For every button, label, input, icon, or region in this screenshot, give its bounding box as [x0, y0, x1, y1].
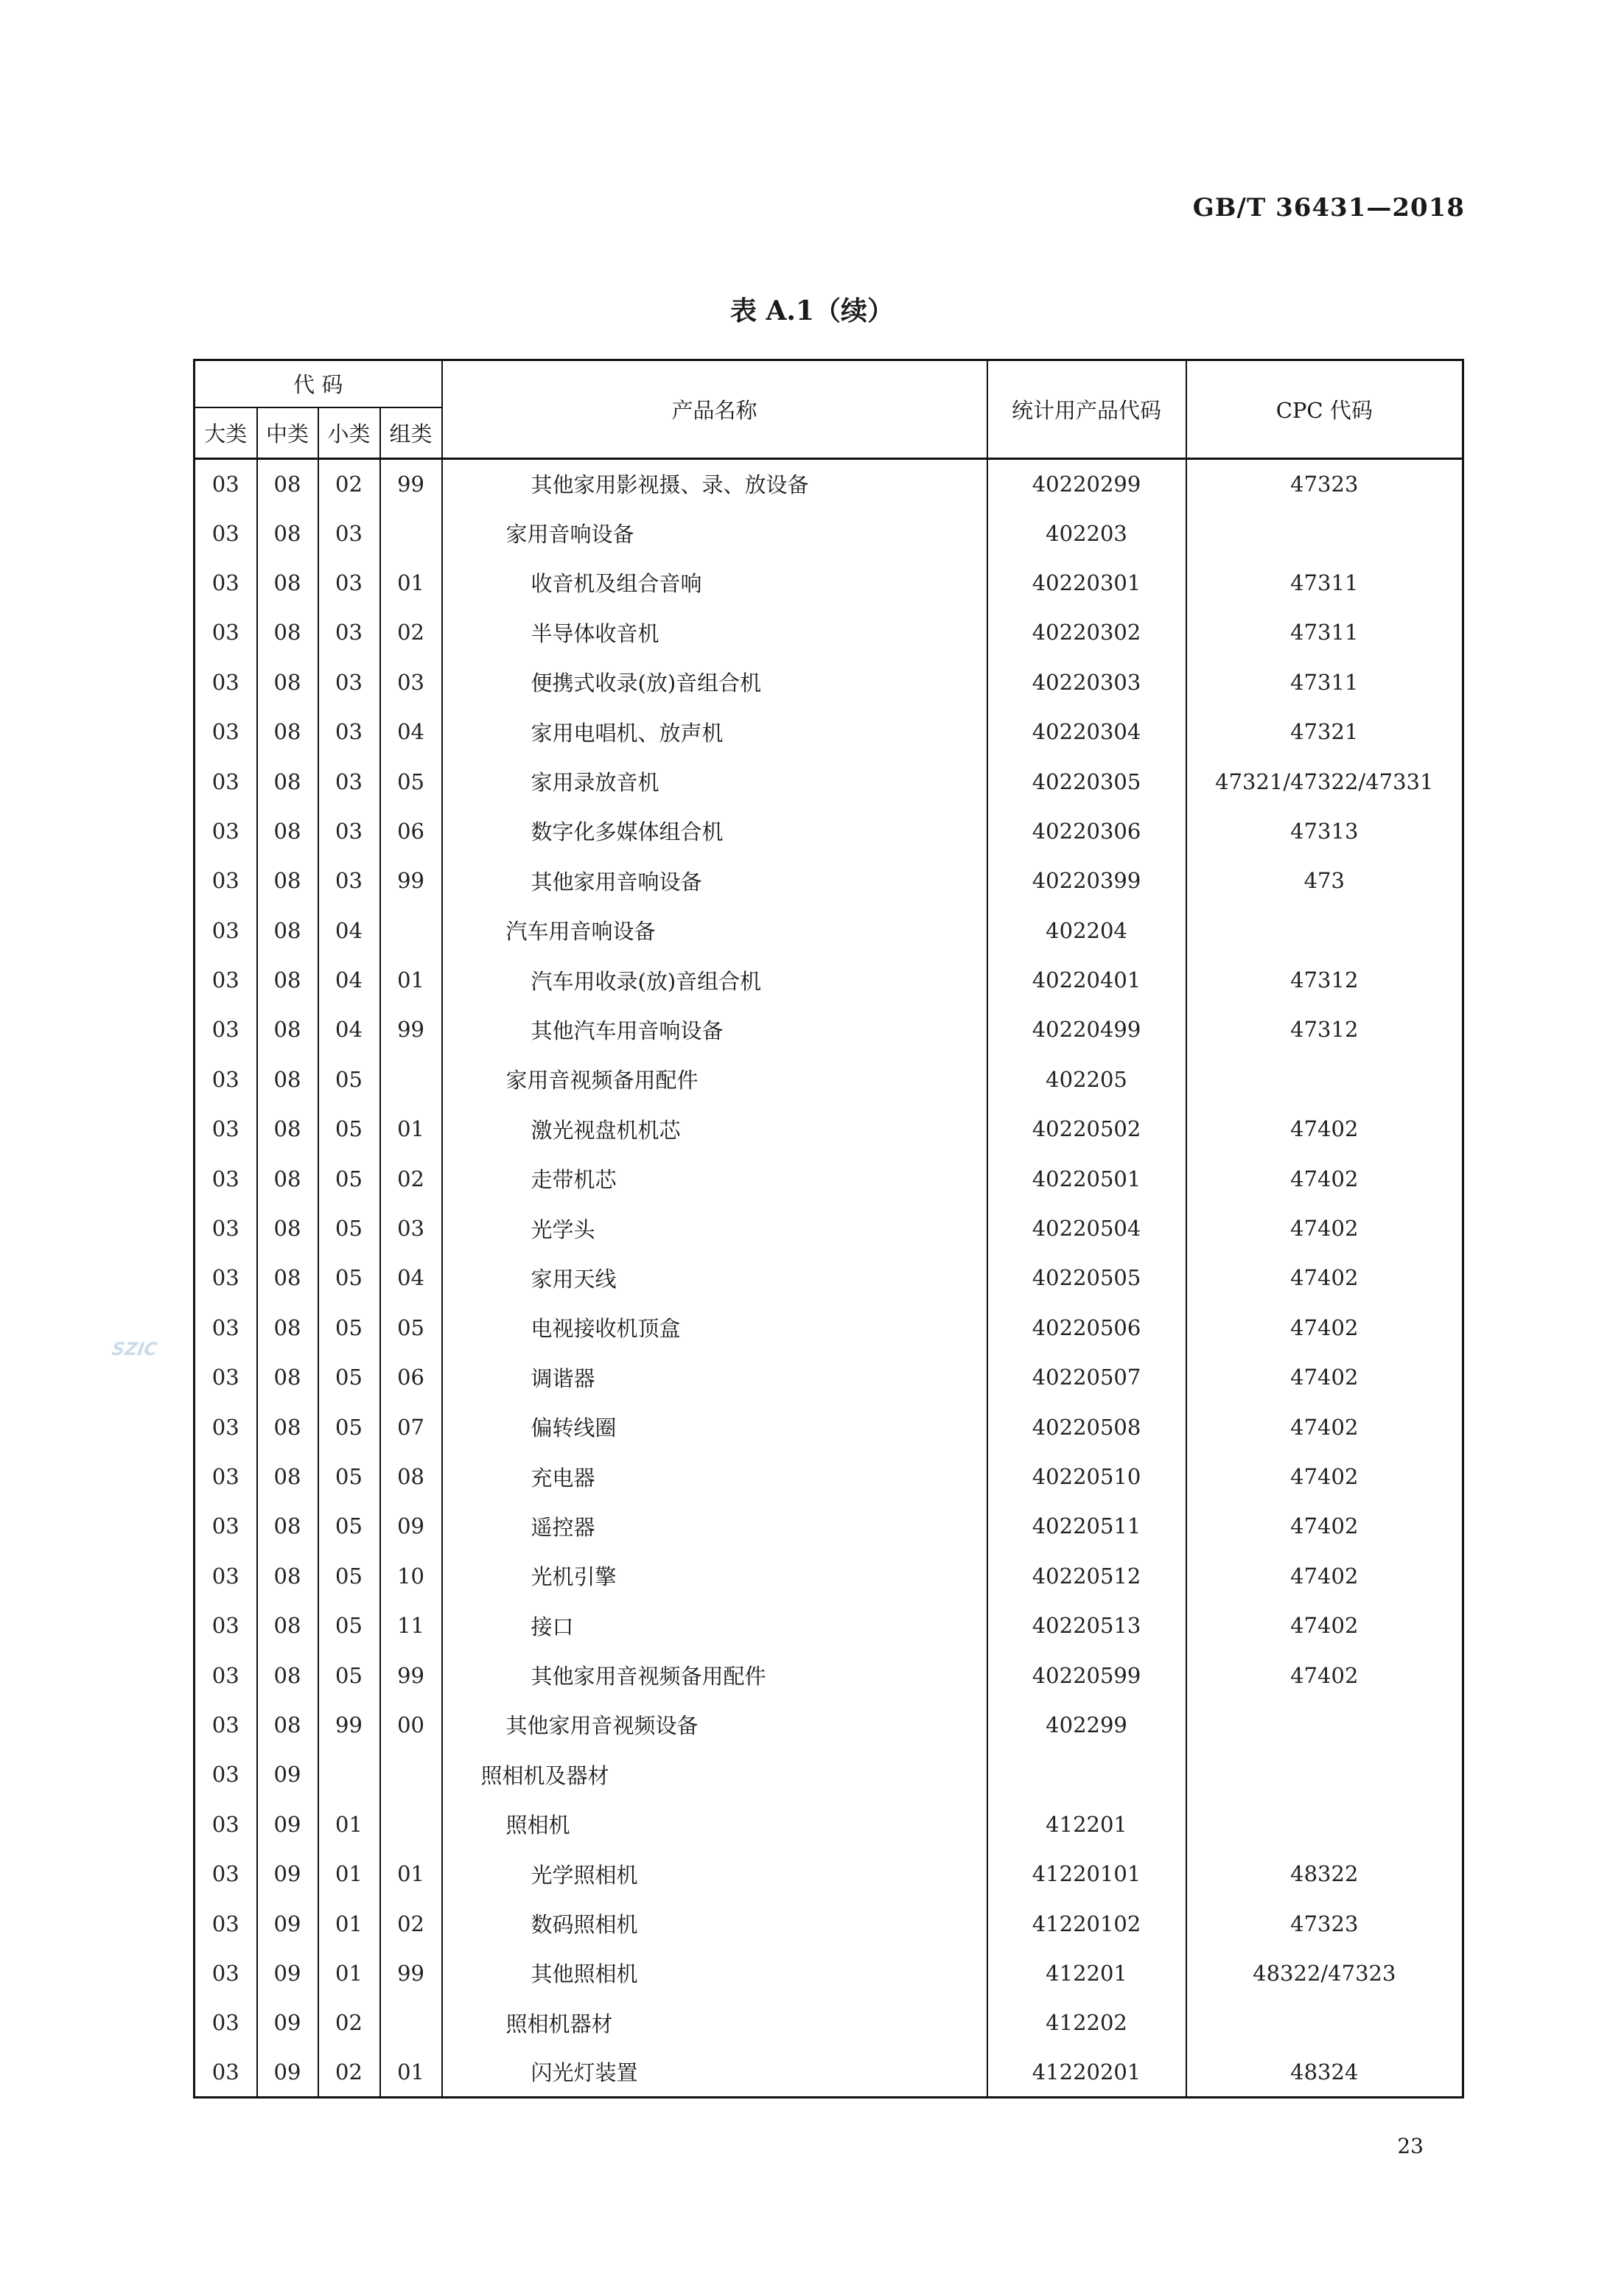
cell-major: 03 — [195, 1005, 257, 1054]
cell-product-name: 其他家用音视频设备 — [442, 1700, 987, 1749]
cell-major: 03 — [195, 1899, 257, 1948]
cell-stat-code: 40220502 — [987, 1105, 1186, 1154]
cell-stat-code: 412202 — [987, 1998, 1186, 2048]
cell-cpc-code: 47402 — [1186, 1402, 1463, 1452]
cell-major: 03 — [195, 1054, 257, 1104]
cell-stat-code: 40220513 — [987, 1600, 1186, 1650]
cell-group: 08 — [380, 1452, 442, 1501]
table-row — [195, 1005, 1463, 1054]
cell-minor: 05 — [318, 1203, 380, 1253]
cell-product-name: 其他家用音视频备用配件 — [442, 1650, 987, 1700]
cell-group: 99 — [380, 856, 442, 906]
cell-minor: 04 — [318, 955, 380, 1004]
cell-stat-code: 40220505 — [987, 1253, 1186, 1303]
cell-stat-code: 40220504 — [987, 1203, 1186, 1253]
table-title: 表 A.1（续） — [729, 295, 895, 326]
cell-group: 02 — [380, 1154, 442, 1203]
cell-medium: 08 — [257, 1105, 318, 1154]
cell-cpc-code: 47323 — [1186, 459, 1463, 508]
cell-major: 03 — [195, 1650, 257, 1700]
cell-major: 03 — [195, 508, 257, 558]
cell-minor: 03 — [318, 508, 380, 558]
cell-major: 03 — [195, 1600, 257, 1650]
table-row — [195, 1203, 1463, 1253]
cell-cpc-code: 47402 — [1186, 1502, 1463, 1551]
cell-minor: 99 — [318, 1700, 380, 1749]
cell-group: 04 — [380, 707, 442, 756]
cell-medium: 09 — [257, 1998, 318, 2048]
cell-stat-code: 40220512 — [987, 1551, 1186, 1600]
cell-major: 03 — [195, 1551, 257, 1600]
cell-medium: 08 — [257, 1154, 318, 1203]
cell-cpc-code: 48324 — [1186, 2048, 1463, 2097]
header-minor: 小类 — [318, 407, 380, 459]
cell-group: 06 — [380, 806, 442, 855]
cell-cpc-code — [1186, 906, 1463, 955]
table-row — [195, 608, 1463, 657]
cell-stat-code — [987, 1750, 1186, 1799]
cell-cpc-code — [1186, 1054, 1463, 1104]
cell-medium: 08 — [257, 806, 318, 855]
header-major: 大类 — [195, 407, 257, 459]
cell-cpc-code: 47312 — [1186, 955, 1463, 1004]
table-row — [195, 1998, 1463, 2048]
cell-cpc-code: 47402 — [1186, 1154, 1463, 1203]
cell-group: 99 — [380, 1948, 442, 1998]
cell-medium: 08 — [257, 657, 318, 707]
cell-major: 03 — [195, 806, 257, 855]
cell-medium: 08 — [257, 1402, 318, 1452]
cell-medium: 08 — [257, 558, 318, 607]
cell-major: 03 — [195, 1700, 257, 1749]
cell-medium: 08 — [257, 508, 318, 558]
cell-major: 03 — [195, 558, 257, 607]
cell-cpc-code: 47402 — [1186, 1650, 1463, 1700]
cell-stat-code: 40220301 — [987, 558, 1186, 607]
cell-stat-code: 40220304 — [987, 707, 1186, 756]
table-row — [195, 1600, 1463, 1650]
table-row — [195, 1253, 1463, 1303]
cell-major: 03 — [195, 1799, 257, 1849]
cell-major: 03 — [195, 1502, 257, 1551]
cell-product-name: 照相机及器材 — [442, 1750, 987, 1799]
cell-stat-code: 402299 — [987, 1700, 1186, 1749]
cell-group — [380, 1054, 442, 1104]
cell-minor: 01 — [318, 1899, 380, 1948]
cell-minor: 05 — [318, 1054, 380, 1104]
cell-medium: 08 — [257, 707, 318, 756]
cell-stat-code: 40220303 — [987, 657, 1186, 707]
cell-group — [380, 1750, 442, 1799]
cell-group: 09 — [380, 1502, 442, 1551]
cell-stat-code: 40220499 — [987, 1005, 1186, 1054]
cell-medium: 08 — [257, 1600, 318, 1650]
table-row — [195, 2048, 1463, 2097]
cell-product-name: 闪光灯装置 — [442, 2048, 987, 2097]
cell-cpc-code: 48322/47323 — [1186, 1948, 1463, 1998]
table-row — [195, 1948, 1463, 1998]
cell-cpc-code — [1186, 1998, 1463, 2048]
cell-cpc-code: 47311 — [1186, 608, 1463, 657]
cell-group: 03 — [380, 657, 442, 707]
cell-medium: 08 — [257, 1700, 318, 1749]
table-row — [195, 1452, 1463, 1501]
cell-stat-code: 402203 — [987, 508, 1186, 558]
cell-stat-code: 41220201 — [987, 2048, 1186, 2097]
cell-minor: 05 — [318, 1253, 380, 1303]
table-row — [195, 1750, 1463, 1799]
cell-minor: 02 — [318, 459, 380, 508]
header-stat-code: 统计用产品代码 — [987, 360, 1186, 459]
table-row — [195, 1303, 1463, 1352]
cell-cpc-code: 47321/47322/47331 — [1186, 757, 1463, 806]
cell-medium: 09 — [257, 1849, 318, 1898]
cell-cpc-code: 47402 — [1186, 1600, 1463, 1650]
cell-group: 05 — [380, 1303, 442, 1352]
cell-cpc-code: 47402 — [1186, 1551, 1463, 1600]
cell-medium: 08 — [257, 608, 318, 657]
cell-minor: 05 — [318, 1154, 380, 1203]
cell-group: 99 — [380, 459, 442, 508]
cell-medium: 08 — [257, 906, 318, 955]
cell-product-name: 接口 — [442, 1600, 987, 1650]
cell-product-name: 便携式收录(放)音组合机 — [442, 657, 987, 707]
cell-major: 03 — [195, 856, 257, 906]
cell-minor: 01 — [318, 1849, 380, 1898]
standard-number: GB/T 36431—2018 — [1192, 193, 1465, 223]
cell-medium: 08 — [257, 1502, 318, 1551]
table-row — [195, 806, 1463, 855]
cell-minor: 02 — [318, 2048, 380, 2097]
cell-group: 02 — [380, 1899, 442, 1948]
cell-product-name: 照相机器材 — [442, 1998, 987, 2048]
cell-minor: 01 — [318, 1799, 380, 1849]
cell-minor: 03 — [318, 856, 380, 906]
cell-minor: 05 — [318, 1303, 380, 1352]
cell-major: 03 — [195, 1203, 257, 1253]
cell-product-name: 其他家用影视摄、录、放设备 — [442, 459, 987, 508]
table-row — [195, 1700, 1463, 1749]
cell-medium: 09 — [257, 1948, 318, 1998]
cell-stat-code: 402204 — [987, 906, 1186, 955]
table-row — [195, 1799, 1463, 1849]
cell-minor: 03 — [318, 558, 380, 607]
cell-medium: 08 — [257, 1452, 318, 1501]
cell-group: 11 — [380, 1600, 442, 1650]
cell-product-name: 充电器 — [442, 1452, 987, 1501]
cell-product-name: 家用音视频备用配件 — [442, 1054, 987, 1104]
cell-stat-code: 40220399 — [987, 856, 1186, 906]
cell-major: 03 — [195, 459, 257, 508]
cell-minor: 05 — [318, 1650, 380, 1700]
cell-minor: 05 — [318, 1502, 380, 1551]
cell-minor: 01 — [318, 1948, 380, 1998]
cell-group: 05 — [380, 757, 442, 806]
cell-product-name: 收音机及组合音响 — [442, 558, 987, 607]
cell-group — [380, 508, 442, 558]
cell-product-name: 偏转线圈 — [442, 1402, 987, 1452]
cell-stat-code: 40220306 — [987, 806, 1186, 855]
table-row — [195, 1899, 1463, 1948]
cell-medium: 08 — [257, 856, 318, 906]
cell-medium: 08 — [257, 459, 318, 508]
cell-group: 10 — [380, 1551, 442, 1600]
cell-minor: 05 — [318, 1600, 380, 1650]
cell-major: 03 — [195, 1154, 257, 1203]
cell-group: 04 — [380, 1253, 442, 1303]
cell-major: 03 — [195, 707, 257, 756]
cell-stat-code: 40220299 — [987, 459, 1186, 508]
cell-product-name: 其他汽车用音响设备 — [442, 1005, 987, 1054]
cell-cpc-code — [1186, 1799, 1463, 1849]
cell-stat-code: 40220305 — [987, 757, 1186, 806]
cell-minor: 04 — [318, 906, 380, 955]
cell-minor: 03 — [318, 806, 380, 855]
cell-product-name: 半导体收音机 — [442, 608, 987, 657]
cell-cpc-code: 47402 — [1186, 1105, 1463, 1154]
cell-group: 99 — [380, 1005, 442, 1054]
cell-minor: 05 — [318, 1105, 380, 1154]
table-row — [195, 459, 1463, 508]
cell-cpc-code: 47311 — [1186, 657, 1463, 707]
table-row — [195, 1154, 1463, 1203]
cell-stat-code: 40220508 — [987, 1402, 1186, 1452]
cell-group: 07 — [380, 1402, 442, 1452]
cell-stat-code: 41220102 — [987, 1899, 1186, 1948]
header-product-name: 产品名称 — [442, 360, 987, 459]
cell-cpc-code: 47402 — [1186, 1452, 1463, 1501]
cell-group: 03 — [380, 1203, 442, 1253]
cell-stat-code: 40220501 — [987, 1154, 1186, 1203]
table-row — [195, 558, 1463, 607]
cell-medium: 09 — [257, 2048, 318, 2097]
cell-major: 03 — [195, 1105, 257, 1154]
cell-major: 03 — [195, 1948, 257, 1998]
table-row — [195, 1849, 1463, 1898]
cell-medium: 08 — [257, 1551, 318, 1600]
cell-product-name: 电视接收机顶盒 — [442, 1303, 987, 1352]
cell-medium: 09 — [257, 1799, 318, 1849]
cell-group: 00 — [380, 1700, 442, 1749]
cell-group — [380, 1998, 442, 2048]
cell-major: 03 — [195, 1402, 257, 1452]
cell-cpc-code: 47402 — [1186, 1203, 1463, 1253]
cell-cpc-code — [1186, 1750, 1463, 1799]
cell-cpc-code: 48322 — [1186, 1849, 1463, 1898]
cell-cpc-code: 47323 — [1186, 1899, 1463, 1948]
table-body — [195, 459, 1463, 2098]
cell-minor: 03 — [318, 608, 380, 657]
cell-product-name: 遥控器 — [442, 1502, 987, 1551]
cell-medium: 08 — [257, 955, 318, 1004]
cell-stat-code: 40220302 — [987, 608, 1186, 657]
cell-medium: 08 — [257, 1303, 318, 1352]
cell-cpc-code: 47321 — [1186, 707, 1463, 756]
cell-product-name: 其他家用音响设备 — [442, 856, 987, 906]
cell-product-name: 数字化多媒体组合机 — [442, 806, 987, 855]
watermark-logo: SZIC — [111, 1339, 159, 1359]
table-row — [195, 1054, 1463, 1104]
cell-product-name: 照相机 — [442, 1799, 987, 1849]
table-row — [195, 1502, 1463, 1551]
table-row — [195, 1551, 1463, 1600]
cell-group — [380, 1799, 442, 1849]
cell-group: 01 — [380, 1105, 442, 1154]
cell-minor: 05 — [318, 1353, 380, 1402]
header-code-group: 代 码 — [195, 360, 442, 407]
cell-minor: 04 — [318, 1005, 380, 1054]
cell-product-name: 光机引擎 — [442, 1551, 987, 1600]
cell-stat-code: 40220506 — [987, 1303, 1186, 1352]
table-row — [195, 906, 1463, 955]
cell-cpc-code: 473 — [1186, 856, 1463, 906]
cell-cpc-code — [1186, 1700, 1463, 1749]
cell-minor: 05 — [318, 1551, 380, 1600]
cell-stat-code: 40220401 — [987, 955, 1186, 1004]
cell-group: 02 — [380, 608, 442, 657]
table-row — [195, 657, 1463, 707]
cell-medium: 08 — [257, 1005, 318, 1054]
table-row — [195, 955, 1463, 1004]
cell-group: 01 — [380, 558, 442, 607]
cell-medium: 08 — [257, 1253, 318, 1303]
cell-minor: 05 — [318, 1402, 380, 1452]
cell-minor: 03 — [318, 707, 380, 756]
cell-group: 99 — [380, 1650, 442, 1700]
cell-cpc-code: 47311 — [1186, 558, 1463, 607]
cell-product-name: 数码照相机 — [442, 1899, 987, 1948]
table-row — [195, 707, 1463, 756]
cell-medium: 08 — [257, 1353, 318, 1402]
cell-major: 03 — [195, 1253, 257, 1303]
cell-cpc-code: 47313 — [1186, 806, 1463, 855]
cell-major: 03 — [195, 2048, 257, 2097]
cell-medium: 08 — [257, 1650, 318, 1700]
table-row — [195, 856, 1463, 906]
cell-product-name: 光学头 — [442, 1203, 987, 1253]
cell-product-name: 其他照相机 — [442, 1948, 987, 1998]
cell-stat-code: 412201 — [987, 1948, 1186, 1998]
cell-medium: 08 — [257, 1054, 318, 1104]
cell-cpc-code — [1186, 508, 1463, 558]
cell-minor: 05 — [318, 1452, 380, 1501]
cell-major: 03 — [195, 1353, 257, 1402]
cell-major: 03 — [195, 1452, 257, 1501]
header-group: 组类 — [380, 407, 442, 459]
cell-medium: 09 — [257, 1750, 318, 1799]
page-number: 23 — [1397, 2134, 1424, 2158]
table-row — [195, 1650, 1463, 1700]
header-cpc-code: CPC 代码 — [1186, 360, 1463, 459]
cell-major: 03 — [195, 1303, 257, 1352]
cell-product-name: 调谐器 — [442, 1353, 987, 1402]
cell-group: 01 — [380, 1849, 442, 1898]
table-row — [195, 1105, 1463, 1154]
cell-stat-code: 41220101 — [987, 1849, 1186, 1898]
cell-product-name: 家用录放音机 — [442, 757, 987, 806]
header-medium: 中类 — [257, 407, 318, 459]
cell-medium: 08 — [257, 757, 318, 806]
cell-minor: 03 — [318, 757, 380, 806]
cell-medium: 09 — [257, 1899, 318, 1948]
cell-major: 03 — [195, 757, 257, 806]
cell-major: 03 — [195, 608, 257, 657]
cell-medium: 08 — [257, 1203, 318, 1253]
cell-stat-code: 402205 — [987, 1054, 1186, 1104]
cell-product-name: 光学照相机 — [442, 1849, 987, 1898]
cell-cpc-code: 47402 — [1186, 1253, 1463, 1303]
cell-cpc-code: 47402 — [1186, 1353, 1463, 1402]
cell-stat-code: 40220511 — [987, 1502, 1186, 1551]
cell-major: 03 — [195, 1750, 257, 1799]
cell-group: 01 — [380, 955, 442, 1004]
cell-product-name: 激光视盘机机芯 — [442, 1105, 987, 1154]
cell-stat-code: 40220599 — [987, 1650, 1186, 1700]
cell-minor — [318, 1750, 380, 1799]
cell-stat-code: 40220507 — [987, 1353, 1186, 1402]
cell-group: 01 — [380, 2048, 442, 2097]
cell-product-name: 家用音响设备 — [442, 508, 987, 558]
cell-minor: 02 — [318, 1998, 380, 2048]
table-row — [195, 1402, 1463, 1452]
cell-product-name: 家用电唱机、放声机 — [442, 707, 987, 756]
cell-group: 06 — [380, 1353, 442, 1402]
product-code-table — [193, 359, 1464, 2098]
cell-major: 03 — [195, 1849, 257, 1898]
cell-stat-code: 412201 — [987, 1799, 1186, 1849]
cell-major: 03 — [195, 906, 257, 955]
cell-product-name: 走带机芯 — [442, 1154, 987, 1203]
table-row — [195, 508, 1463, 558]
cell-product-name: 汽车用收录(放)音组合机 — [442, 955, 987, 1004]
table-row — [195, 1353, 1463, 1402]
cell-minor: 03 — [318, 657, 380, 707]
cell-cpc-code: 47402 — [1186, 1303, 1463, 1352]
cell-group — [380, 906, 442, 955]
cell-cpc-code: 47312 — [1186, 1005, 1463, 1054]
table-row — [195, 757, 1463, 806]
cell-major: 03 — [195, 657, 257, 707]
cell-major: 03 — [195, 955, 257, 1004]
cell-major: 03 — [195, 1998, 257, 2048]
cell-stat-code: 40220510 — [987, 1452, 1186, 1501]
cell-product-name: 家用天线 — [442, 1253, 987, 1303]
cell-product-name: 汽车用音响设备 — [442, 906, 987, 955]
